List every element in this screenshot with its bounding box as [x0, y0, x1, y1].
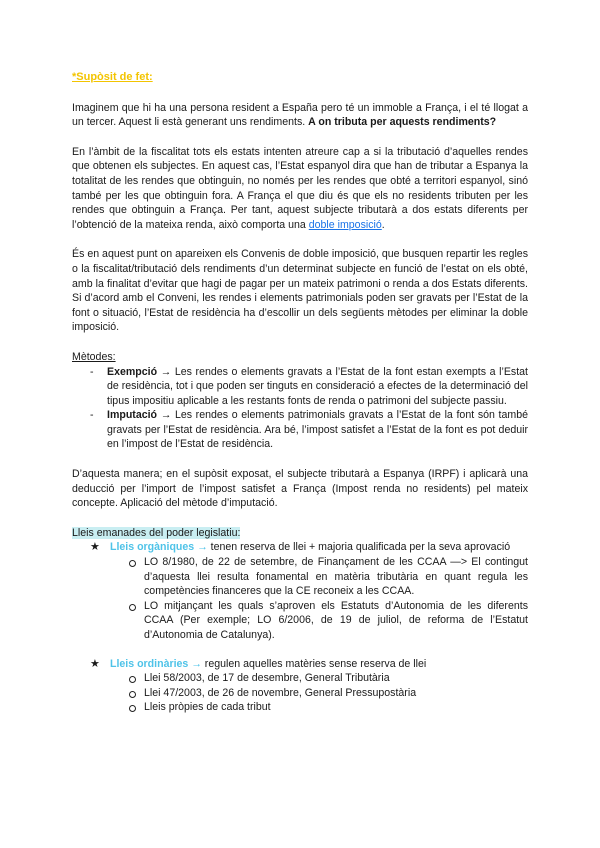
star-icon: ★ — [90, 541, 100, 554]
law-group-desc: regulen aquelles matèries sense reserva de llei — [204, 657, 427, 670]
law-items — [110, 555, 528, 643]
circle-bullet-icon — [129, 604, 136, 611]
law-item — [110, 686, 528, 701]
intro-paragraph — [72, 101, 528, 130]
document-page — [72, 70, 528, 715]
spacer — [72, 643, 528, 657]
law-item-text: Llei 58/2003, de 17 de desembre, General Tributària — [144, 672, 390, 685]
method-term: Imputació — [107, 409, 158, 422]
taxation-paragraph — [72, 145, 528, 233]
laws-title: Lleis emanades del poder legislatiu: — [72, 526, 241, 539]
arrow-icon: → — [194, 541, 211, 554]
method-text: → Les rendes o elements gravats a l’Estat de la font estan exempts a l’Estat de residència, tot i que poden ser tinguts en consideració a efectes de la determinació del tipus impositiu aplicable a les restants fonts de renda o patrimoni del subjecte passiu. — [107, 365, 528, 407]
method-imputation — [72, 408, 528, 452]
law-item-text: Llei 47/2003, de 26 de novembre, General Pressupostària — [144, 686, 417, 699]
law-item — [110, 671, 528, 686]
circle-bullet-icon — [129, 705, 136, 712]
law-item — [110, 555, 528, 599]
law-item — [110, 700, 528, 715]
law-item-text: LO 8/1980, de 22 de setembre, de Finançament de les CCAA —> El contingut d’aquesta llei resulta fonamental en matèria tributària en quant regula les competències financeres que la CE reconeix a les CCAA. — [144, 556, 528, 598]
taxation-text: En l’àmbit de la fiscalitat tots els estats intenten atreure cap a si la tributació d’aquelles rendes que obtenen els subjectes. En aquest cas, l’Estat espanyol dira que han de tributar a Espanya la totalitat de les rendes que obtinguin, no només per les rendes que obté a territori espanyol, sinó també per les que obtinguin fora. A França el que diu és que els no residents tributen per les rendes que obtinguin a França. Per tant, aquest subjecte tributarà a dos estats diferents per l’obtenció de la mateixa renda, això comporta una — [72, 145, 528, 231]
law-group-ordinary — [72, 657, 528, 715]
law-items — [110, 671, 528, 715]
method-text: → Les rendes o elements patrimonials gravats a l’Estat de la font són també gravats per l’Estat de residència. Ara bé, l’impost satisfet a l’Estat de la font es pot deduir en l’impost de l’Estat de residència. — [107, 409, 528, 451]
law-item — [110, 599, 528, 643]
law-group-desc: tenen reserva de llei + majoria qualificada per la seva aprovació — [210, 541, 511, 554]
double-taxation-link[interactable]: doble imposició — [308, 218, 382, 231]
laws-list — [72, 540, 528, 715]
bullet-dash: - — [90, 365, 94, 378]
law-item-text: Lleis pròpies de cada tribut — [144, 701, 271, 714]
star-icon: ★ — [90, 657, 100, 670]
bullet-dash: - — [90, 409, 94, 422]
laws-section — [72, 526, 528, 715]
case-heading: *Supòsit de fet: — [72, 71, 153, 83]
law-item-text: LO mitjançant les quals s’aproven els Estatuts d’Autonomia de les diferents CCAA (Per exemple; LO 6/2006, de 19 de juliol, de reforma de l’Estatut d’Autonomia de Catalunya). — [144, 599, 528, 641]
law-group-name: Lleis orgàniques — [110, 541, 195, 554]
arrow-icon: → — [188, 657, 205, 670]
law-group-organic — [72, 540, 528, 642]
circle-bullet-icon — [129, 691, 136, 698]
law-group-name: Lleis ordinàries — [110, 657, 189, 670]
intro-question: A on tributa per aquests rendiments? — [308, 116, 497, 129]
methods-title: Mètodes: — [72, 350, 116, 363]
method-exemption — [72, 365, 528, 409]
conventions-paragraph: És en aquest punt on apareixen els Convenis de doble imposició, que busquen repartir les regles o la fiscalitat/tributació dels rendiments d’un determinat subjecte en funció de l’estat on els obté, amb la finalitat d’evitar que hagi de pagar per un mateix patrimoni o renda a dos Estats diferents. Si d’acord amb el Conveni, les rendes i elements patrimonials poden ser gravats per l’Estat de la font o situació, l’Estat de residència ha d’escollir un dels següents mètodes per eliminar la doble imposició. — [72, 248, 528, 334]
intro-text: Imaginem que hi ha una persona resident a España pero té un immoble a França, i el té llogat a un tercer. Aquest li està generant uns rendiments. — [72, 101, 528, 129]
conclusion-paragraph: D’aquesta manera; en el supòsit exposat, el subjecte tributarà a Espanya (IRPF) i aplicarà una deducció per l’import de l’impost satisfet a França (Impost renda no residents) pel mateix concepte. Aplicació del mètode d’imputació. — [72, 468, 528, 510]
method-term: Exempció — [107, 365, 158, 378]
circle-bullet-icon — [129, 676, 136, 683]
circle-bullet-icon — [129, 560, 136, 567]
methods-list — [72, 365, 528, 453]
taxation-end: . — [381, 218, 385, 231]
